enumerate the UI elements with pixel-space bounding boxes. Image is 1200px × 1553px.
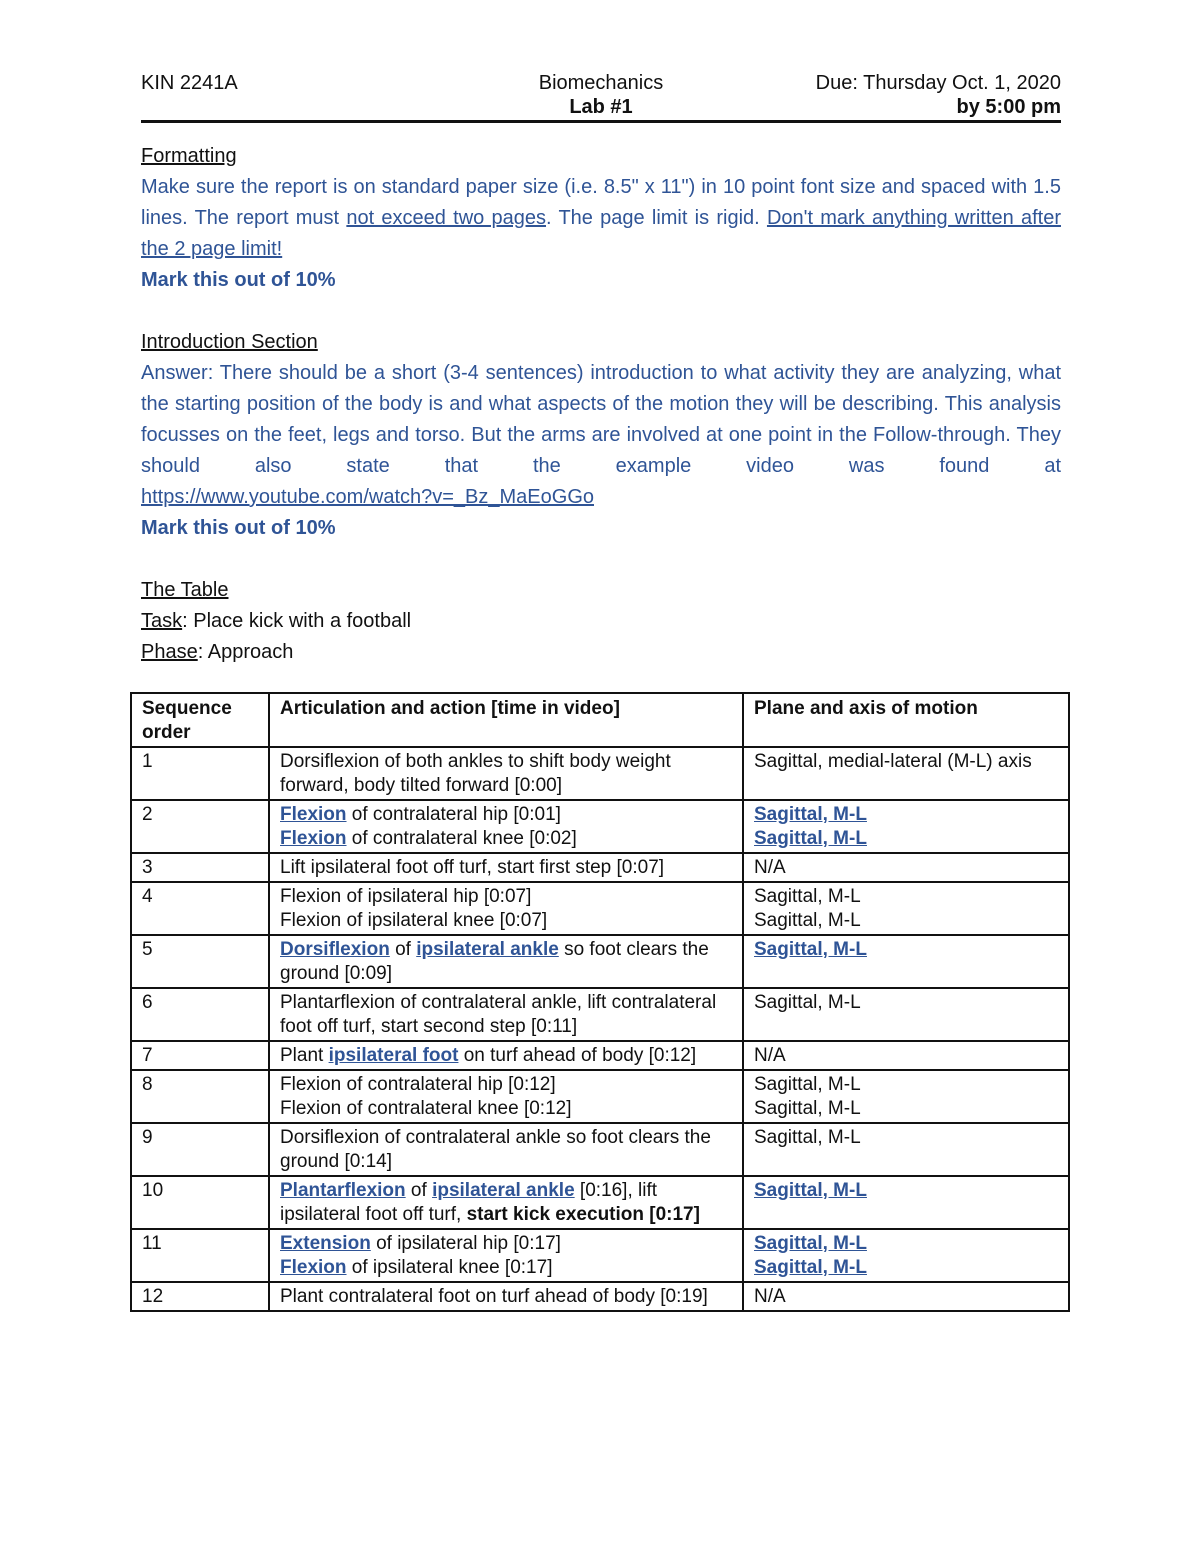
table-row <box>131 800 1069 853</box>
row-plane <box>743 1176 1069 1229</box>
row-seq: 9 <box>131 1123 269 1176</box>
action-link: Flexion <box>280 1257 347 1278</box>
plane-text: Sagittal, M-L <box>754 886 861 907</box>
header-articulation-action: Articulation and action [time in video] <box>269 693 743 747</box>
row-seq: 4 <box>131 882 269 935</box>
formatting-dont-mark: Don't mark anything written after the 2 page limit! <box>141 207 1061 260</box>
lab-number: Lab #1 <box>569 96 633 118</box>
row-seq: 2 <box>131 800 269 853</box>
row-seq: 6 <box>131 988 269 1041</box>
row-seq: 1 <box>131 747 269 800</box>
row-plane <box>743 800 1069 853</box>
plane-link: Sagittal, M-L <box>754 828 867 849</box>
introduction-section <box>141 327 1061 544</box>
table-row <box>131 1229 1069 1282</box>
action-text: on turf ahead of body [0:12] <box>458 1045 697 1066</box>
row-seq: 5 <box>131 935 269 988</box>
plane-text: Sagittal, M-L <box>754 1074 861 1095</box>
plane-link: Sagittal, M-L <box>754 804 867 825</box>
table-row <box>131 747 1069 800</box>
header-rule <box>141 120 1061 123</box>
row-plane: N/A <box>743 1282 1069 1311</box>
action-text: [0:16], lift ipsilateral foot off turf, <box>280 1180 658 1225</box>
row-plane: N/A <box>743 1041 1069 1070</box>
plane-link: Sagittal, M-L <box>754 939 867 960</box>
sequence-table <box>130 692 1070 1312</box>
table-row <box>131 935 1069 988</box>
action-text: Flexion of contralateral hip [0:12] <box>280 1074 556 1095</box>
table-row <box>131 1123 1069 1176</box>
table-row <box>131 988 1069 1041</box>
task-value: : Place kick with a football <box>182 610 412 632</box>
action-link: Plantarflexion <box>280 1180 406 1201</box>
row-seq: 11 <box>131 1229 269 1282</box>
introduction-mark: Mark this out of 10% <box>141 517 336 539</box>
row-action <box>269 1229 743 1282</box>
row-plane <box>743 882 1069 935</box>
action-text: of <box>405 1180 433 1201</box>
action-text: of contralateral knee [0:02] <box>346 828 577 849</box>
action-text: of ipsilateral knee [0:17] <box>346 1257 553 1278</box>
course-code: KIN 2241A <box>141 72 238 94</box>
phase-value: : Approach <box>197 641 294 663</box>
plane-link: Sagittal, M-L <box>754 1233 867 1254</box>
action-link: Flexion <box>280 828 347 849</box>
phase-line <box>141 637 1061 668</box>
table-row <box>131 1282 1069 1311</box>
action-text: Flexion of ipsilateral hip [0:07] <box>280 886 532 907</box>
row-plane: Sagittal, M-L <box>743 988 1069 1041</box>
row-action <box>269 882 743 935</box>
row-action: Lift ipsilateral foot off turf, start first step [0:07] <box>269 853 743 882</box>
row-seq: 7 <box>131 1041 269 1070</box>
row-plane <box>743 1229 1069 1282</box>
subject-title: Biomechanics <box>538 72 664 94</box>
table-row <box>131 1176 1069 1229</box>
formatting-text <box>141 172 1061 265</box>
phase-label: Phase <box>141 641 198 663</box>
action-link: Dorsiflexion <box>280 939 390 960</box>
header-plane-axis: Plane and axis of motion <box>743 693 1069 747</box>
table-heading: The Table <box>141 579 229 601</box>
introduction-heading: Introduction Section <box>141 331 318 353</box>
row-plane: Sagittal, medial-lateral (M-L) axis <box>743 747 1069 800</box>
task-line <box>141 606 1061 637</box>
task-label: Task <box>141 610 183 632</box>
plane-link: Sagittal, M-L <box>754 1180 867 1201</box>
table-header-row <box>131 693 1069 747</box>
row-seq: 8 <box>131 1070 269 1123</box>
row-action <box>269 1070 743 1123</box>
action-text: Plant <box>280 1045 329 1066</box>
action-link: Extension <box>280 1233 371 1254</box>
action-link: ipsilateral foot <box>328 1045 459 1066</box>
action-text: of contralateral hip [0:01] <box>346 804 561 825</box>
table-row <box>131 1041 1069 1070</box>
formatting-heading: Formatting <box>141 145 237 167</box>
introduction-answer: Answer: There should be a short (3-4 sentences) introduction to what activity they are analyzing, what the starting position of the body is and what aspects of the motion they will be describing. This analysis focusses on the feet, legs and torso. But the arms are involved at one point in the Follow-through. They should also state that the example video was found at <box>141 362 1061 477</box>
row-action <box>269 935 743 988</box>
action-text: so foot clears the ground [0:09] <box>280 939 709 984</box>
table-row <box>131 882 1069 935</box>
row-action: Dorsiflexion of contralateral ankle so foot clears the ground [0:14] <box>269 1123 743 1176</box>
row-seq: 3 <box>131 853 269 882</box>
formatting-mark: Mark this out of 10% <box>141 269 336 291</box>
row-plane: Sagittal, M-L <box>743 1123 1069 1176</box>
due-time: by 5:00 pm <box>956 96 1061 118</box>
action-link: ipsilateral ankle <box>432 1180 575 1201</box>
row-action <box>269 800 743 853</box>
row-plane <box>743 1070 1069 1123</box>
action-bold-text: start kick execution [0:17] <box>466 1204 700 1225</box>
table-section <box>141 575 1061 668</box>
row-action <box>269 1041 743 1070</box>
plane-link: Sagittal, M-L <box>754 1257 867 1278</box>
row-seq: 10 <box>131 1176 269 1229</box>
row-action <box>269 1176 743 1229</box>
row-plane: N/A <box>743 853 1069 882</box>
row-action: Dorsiflexion of both ankles to shift body weight forward, body tilted forward [0:00] <box>269 747 743 800</box>
action-link: ipsilateral ankle <box>416 939 559 960</box>
youtube-link[interactable]: https://www.youtube.com/watch?v=_Bz_MaEoGGo <box>141 486 594 508</box>
row-seq: 12 <box>131 1282 269 1311</box>
action-text: of <box>389 939 417 960</box>
due-date: Due: Thursday Oct. 1, 2020 <box>815 72 1061 94</box>
plane-text: Sagittal, M-L <box>754 1098 861 1119</box>
formatting-page-limit: not exceed two pages <box>346 207 546 229</box>
formatting-section <box>141 141 1061 296</box>
action-text: Flexion of ipsilateral knee [0:07] <box>280 910 548 931</box>
table-row <box>131 853 1069 882</box>
header-sequence-order: Sequence order <box>131 693 269 747</box>
table-row <box>131 1070 1069 1123</box>
action-text: of ipsilateral hip [0:17] <box>370 1233 561 1254</box>
row-action: Plant contralateral foot on turf ahead of body [0:19] <box>269 1282 743 1311</box>
row-action: Plantarflexion of contralateral ankle, lift contralateral foot off turf, start second step [0:11] <box>269 988 743 1041</box>
formatting-text-3: . The page limit is rigid. <box>546 207 767 229</box>
action-text: Flexion of contralateral knee [0:12] <box>280 1098 572 1119</box>
row-plane <box>743 935 1069 988</box>
plane-text: Sagittal, M-L <box>754 910 861 931</box>
formatting-text-1: Make sure the report is on standard paper size (i.e. 8.5" x 11") in 10 point font size and spaced with 1.5 lines. The report must <box>141 176 1061 229</box>
action-link: Flexion <box>280 804 347 825</box>
